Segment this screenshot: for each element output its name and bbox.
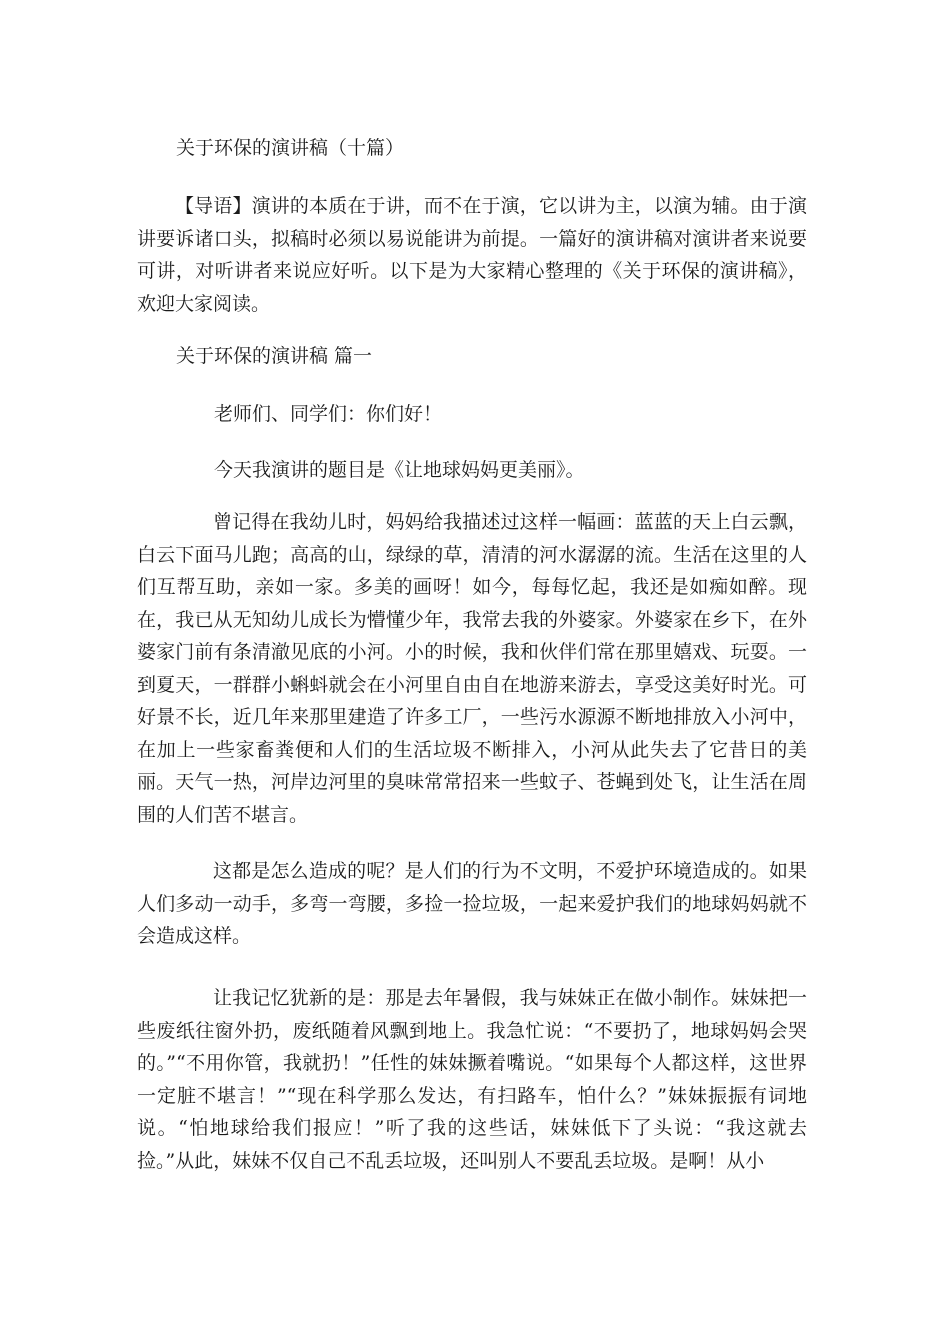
document-title: 关于环保的演讲稿（十篇） [176,137,405,159]
greeting-line: 老师们、同学们：你们好！ [214,403,443,425]
topic-line: 今天我演讲的题目是《让地球妈妈更美丽》。 [214,459,585,481]
body-paragraph-2: 这都是怎么造成的呢？是人们的行为不文明，不爱护环境造成的。如果人们多动一动手，多弯一弯腰，多捡一捡垃圾，一起来爱护我们的地球妈妈就不会造成这样。 [137,860,807,947]
body-paragraph-1: 曾记得在我幼儿时，妈妈给我描述过这样一幅画：蓝蓝的天上白云飘，白云下面马儿跑；高高的山，绿绿的草，清清的河水潺潺的流。生活在这里的人们互帮互助，亲如一家。多美的画呀！如今，每每忆起，我还是如痴如醉。现在，我已从无知幼儿成长为懵懂少年，我常去我的外婆家。外婆家在乡下，在外婆家门前有条清澈见底的小河。小的时候，我和伙伴们常在那里嬉戏、玩耍。一到夏天，一群群小蝌蚪就会在小河里自由自在地游来游去，享受这美好时光。可好景不长，近几年来那里建造了许多工厂，一些污水源源不断地排放入小河中，在加上一些家畜粪便和人们的生活垃圾不断排入，小河从此失去了它昔日的美丽。天气一热，河岸边河里的臭味常常招来一些蚊子、苍蝇到处飞，让生活在周围的人们苦不堪言。 [137,511,807,826]
intro-paragraph: 【导语】演讲的本质在于讲，而不在于演，它以讲为主，以演为辅。由于演讲要诉诸口头，拟稿时必须以易说能讲为前提。一篇好的演讲稿对演讲者来说要可讲，对听讲者来说应好听。以下是为大家精心整理的《关于环保的演讲稿》，欢迎大家阅读。 [137,195,807,315]
body-paragraph-3: 让我记忆犹新的是：那是去年暑假，我与妹妹正在做小制作。妹妹把一些废纸往窗外扔，废纸随着风飘到地上。我急忙说：“不要扔了，地球妈妈会哭的。”“不用你管，我就扔！”任性的妹妹撅着嘴说。“如果每个人都这样，这世界一定脏不堪言！”“现在科学那么发达，有扫路车，怕什么？”妹妹振振有词地说。“怕地球给我们报应！”听了我的这些话，妹妹低下了头说：“我这就去捡。”从此，妹妹不仅自己不乱丢垃圾，还叫别人不要乱丢垃圾。是啊！从小 [137,987,807,1172]
section-heading: 关于环保的演讲稿 篇一 [176,345,373,367]
